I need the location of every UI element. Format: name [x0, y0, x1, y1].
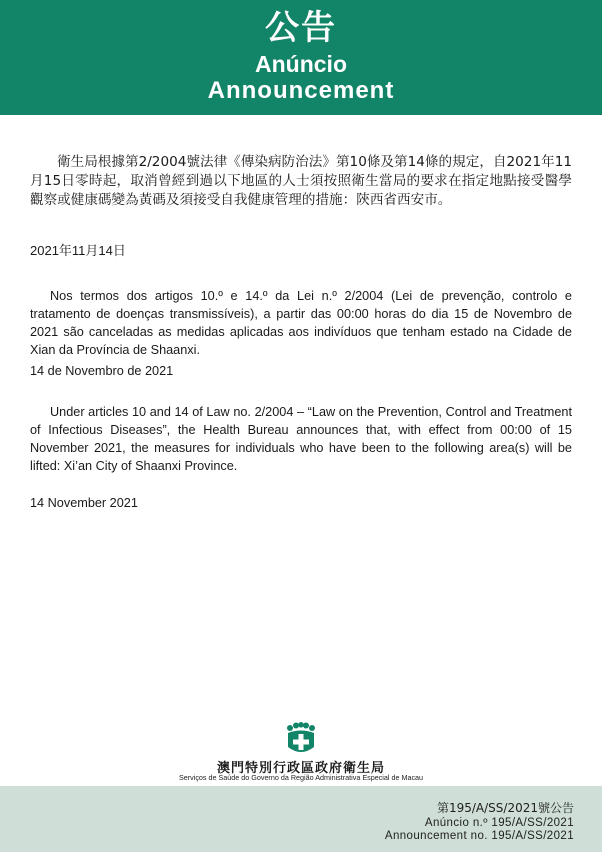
- reference-number-english: Announcement no. 195/A/SS/2021: [384, 830, 574, 842]
- reference-number-portuguese: Anúncio n.º 195/A/SS/2021: [424, 817, 574, 829]
- announcement-header: [0, 0, 602, 115]
- health-bureau-logo-icon: [0, 722, 602, 756]
- title-chinese: 公告: [265, 8, 337, 48]
- announcement-footer: [0, 786, 602, 852]
- portuguese-date: 14 de Novembro de 2021: [30, 364, 174, 378]
- title-portuguese: Anúncio: [255, 51, 347, 77]
- title-english: Announcement: [207, 77, 395, 104]
- chinese-paragraph: 衛生局根據第2/2004號法律《傳染病防治法》第10條及第14條的規定，自2021年11月15日零時起，取消曾經到過以下地區的人士須按照衛生當局的要求在指定地點接受醫學觀察或健康碼變為黃碼及須接受自我健康管理的措施：陝西省西安市。: [30, 154, 572, 208]
- reference-number-chinese: 第195/A/SS/2021號公告: [436, 801, 574, 815]
- english-paragraph: Under articles 10 and 14 of Law no. 2/2004 – “Law on the Prevention, Control and Treatment of Infectious Diseases”, the Health Bureau announces that, with effect from 00:00 of 15 November 2021, the measures for individuals who have been to the following area(s) will be lifted: Xi’an City of Shaanxi Province.: [30, 405, 572, 473]
- chinese-date: 2021年11月14日: [30, 243, 126, 258]
- english-date: 14 November 2021: [30, 496, 138, 510]
- organization-name-portuguese: Serviços de Saúde do Governo da Região Administrativa Especial de Macau: [178, 773, 424, 782]
- organization-name-chinese: 澳門特別行政區政府衛生局: [216, 761, 385, 776]
- portuguese-paragraph: Nos termos dos artigos 10.º e 14.º da Lei n.º 2/2004 (Lei de prevenção, controlo e tratamento de doenças transmissíveis), a partir das 00:00 horas do dia 15 de Novembro de 2021 são canceladas as medidas aplicadas aos indivíduos que tenham estado na Cidade de Xian da Província de Shaanxi.: [30, 289, 572, 357]
